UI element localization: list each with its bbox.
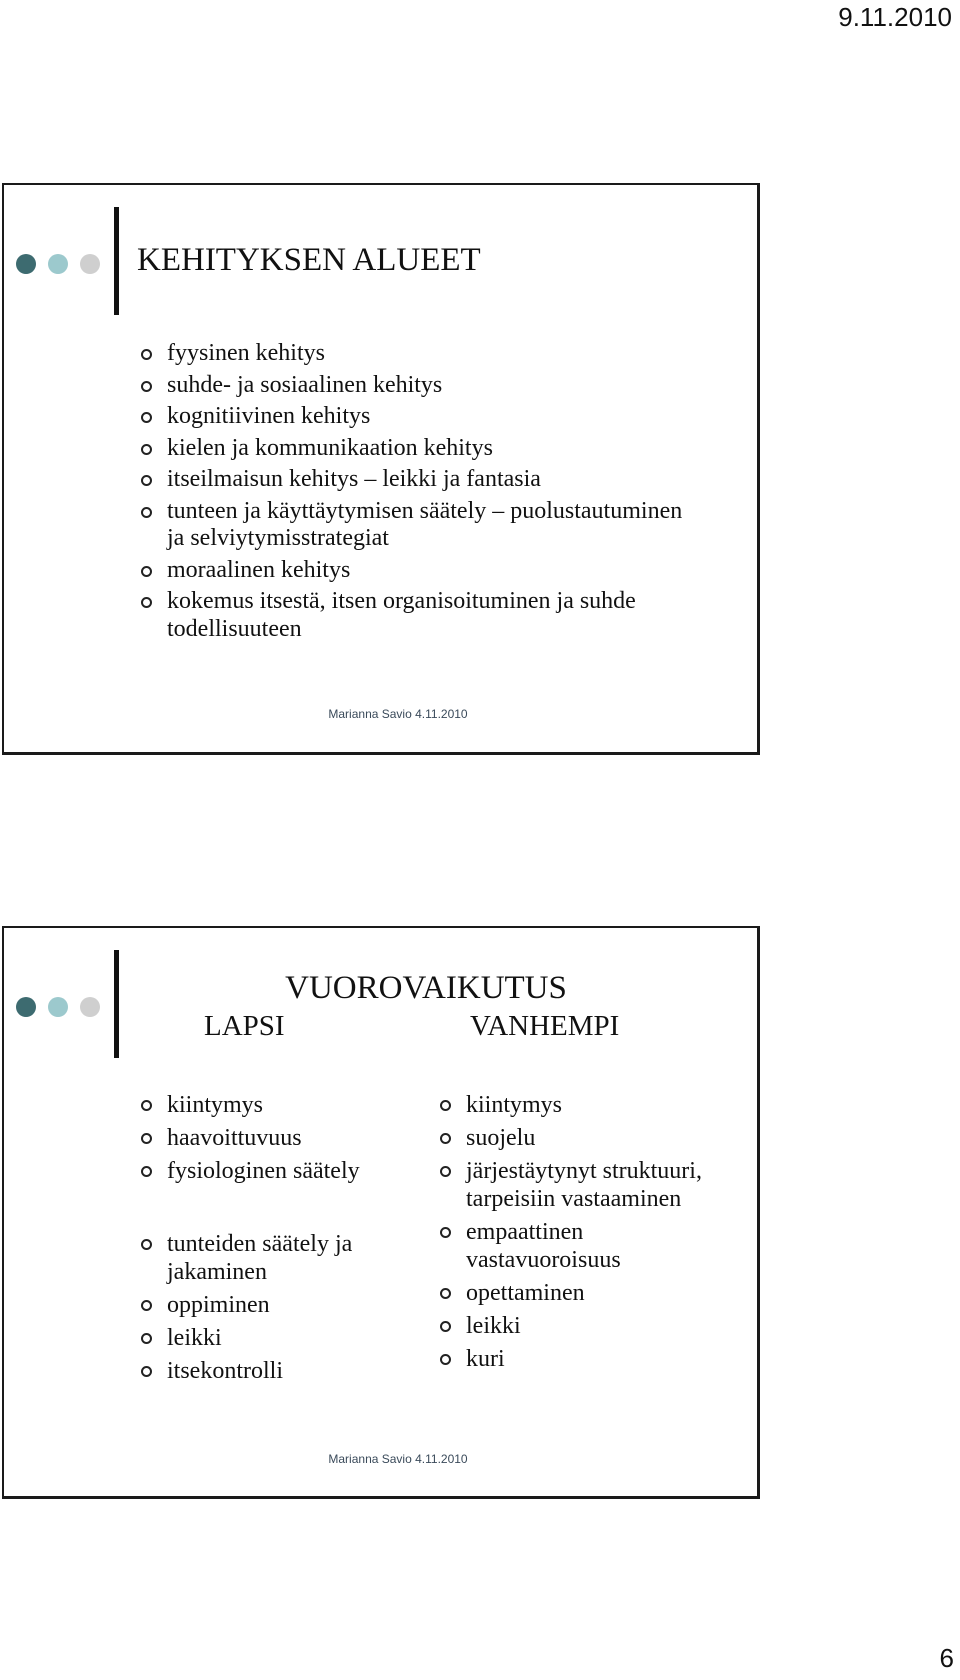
list-item [141, 1091, 421, 1119]
circle-bullet-icon [141, 597, 152, 608]
list-item [440, 1091, 740, 1119]
list-item [141, 557, 701, 585]
list-item [440, 1279, 740, 1307]
page-date: 9.11.2010 [838, 2, 952, 32]
dot-light [48, 254, 68, 274]
circle-bullet-icon [141, 507, 152, 518]
list-item [440, 1345, 740, 1373]
list-item [141, 1230, 421, 1286]
vanhempi-bullet-list [440, 1091, 740, 1378]
list-item-text: kielen ja kommunikaation kehitys [167, 434, 493, 461]
list-item-text: itseilmaisun kehitys – leikki ja fantasia [167, 466, 541, 492]
dot-grey [80, 254, 100, 274]
list-item-text: itsekontrolli [167, 1358, 283, 1384]
title-divider-bar [114, 207, 119, 315]
list-item-text: kokemus itsestä, itsen organisoituminen ja suhde todellisuuteen [167, 588, 636, 642]
list-item [141, 340, 701, 368]
circle-bullet-icon [440, 1354, 451, 1365]
circle-bullet-icon [141, 1366, 152, 1377]
circle-bullet-icon [141, 1239, 152, 1250]
list-item [141, 1324, 421, 1352]
circle-bullet-icon [440, 1166, 451, 1177]
circle-bullet-icon [141, 1166, 152, 1177]
circle-bullet-icon [141, 1300, 152, 1311]
list-item-text: opettaminen [466, 1280, 585, 1306]
list-item [440, 1218, 740, 1274]
list-item [141, 1124, 421, 1152]
circle-bullet-icon [440, 1321, 451, 1332]
list-item [141, 1357, 421, 1385]
list-item [141, 435, 701, 463]
list-item [141, 588, 701, 643]
circle-bullet-icon [440, 1133, 451, 1144]
list-item [141, 498, 701, 553]
circle-bullet-icon [141, 1333, 152, 1344]
list-item-text: haavoittuvuus [167, 1125, 302, 1151]
circle-bullet-icon [141, 412, 152, 423]
list-item-text: järjestäytynyt struktuuri, tarpeisiin vastaaminen [466, 1158, 702, 1212]
list-item [141, 403, 701, 431]
list-item-text: suhde- ja sosiaalinen kehitys [167, 371, 443, 398]
circle-bullet-icon [141, 444, 152, 455]
list-item-text: oppiminen [167, 1292, 270, 1318]
list-item-text: leikki [167, 1325, 222, 1351]
list-item [440, 1312, 740, 1340]
column-heading-lapsi: LAPSI [204, 1010, 285, 1042]
circle-bullet-icon [141, 566, 152, 577]
slide-footer: Marianna Savio 4.11.2010 [328, 1452, 468, 1466]
list-item-text: empaattinen vastavuoroisuus [466, 1219, 621, 1273]
circle-bullet-icon [141, 475, 152, 486]
page-number: 6 [939, 1643, 954, 1673]
circle-bullet-icon [440, 1288, 451, 1299]
circle-bullet-icon [141, 1133, 152, 1144]
slide-vuorovaikutus [2, 926, 760, 1499]
list-item [141, 372, 701, 400]
lapsi-bullet-list [141, 1091, 421, 1390]
slide-footer: Marianna Savio 4.11.2010 [328, 707, 468, 721]
decorative-dots [16, 254, 106, 276]
list-item-text: tunteiden säätely ja jakaminen [167, 1231, 353, 1285]
circle-bullet-icon [141, 349, 152, 360]
dot-dark [16, 254, 36, 274]
list-item-text: leikki [466, 1313, 521, 1339]
list-item [141, 1157, 421, 1185]
list-item [440, 1124, 740, 1152]
circle-bullet-icon [440, 1227, 451, 1238]
list-item-text: kognitiivinen kehitys [167, 403, 371, 429]
list-item [440, 1157, 740, 1213]
list-item [141, 466, 701, 494]
slide-title: VUOROVAIKUTUS [285, 970, 567, 1006]
list-item-text: kiintymys [167, 1092, 264, 1118]
slide-kehityksen-alueet [2, 183, 760, 755]
list-item-text: tunteen ja käyttäytymisen säätely – puolustautuminen ja selviytymisstrategiat [167, 497, 683, 551]
circle-bullet-icon [141, 381, 152, 392]
slide-title: KEHITYKSEN ALUEET [137, 242, 481, 278]
list-item-text: moraalinen kehitys [167, 556, 351, 583]
circle-bullet-icon [440, 1100, 451, 1111]
list-item-text: kiintymys [466, 1092, 563, 1118]
list-item-text: suojelu [466, 1125, 536, 1151]
list-item [141, 1291, 421, 1319]
list-item-text: fysiologinen säätely [167, 1158, 360, 1184]
column-heading-vanhempi: VANHEMPI [470, 1010, 620, 1042]
bullet-list [141, 340, 701, 647]
list-item-text: fyysinen kehitys [167, 340, 325, 366]
circle-bullet-icon [141, 1100, 152, 1111]
list-item-text: kuri [466, 1346, 505, 1372]
